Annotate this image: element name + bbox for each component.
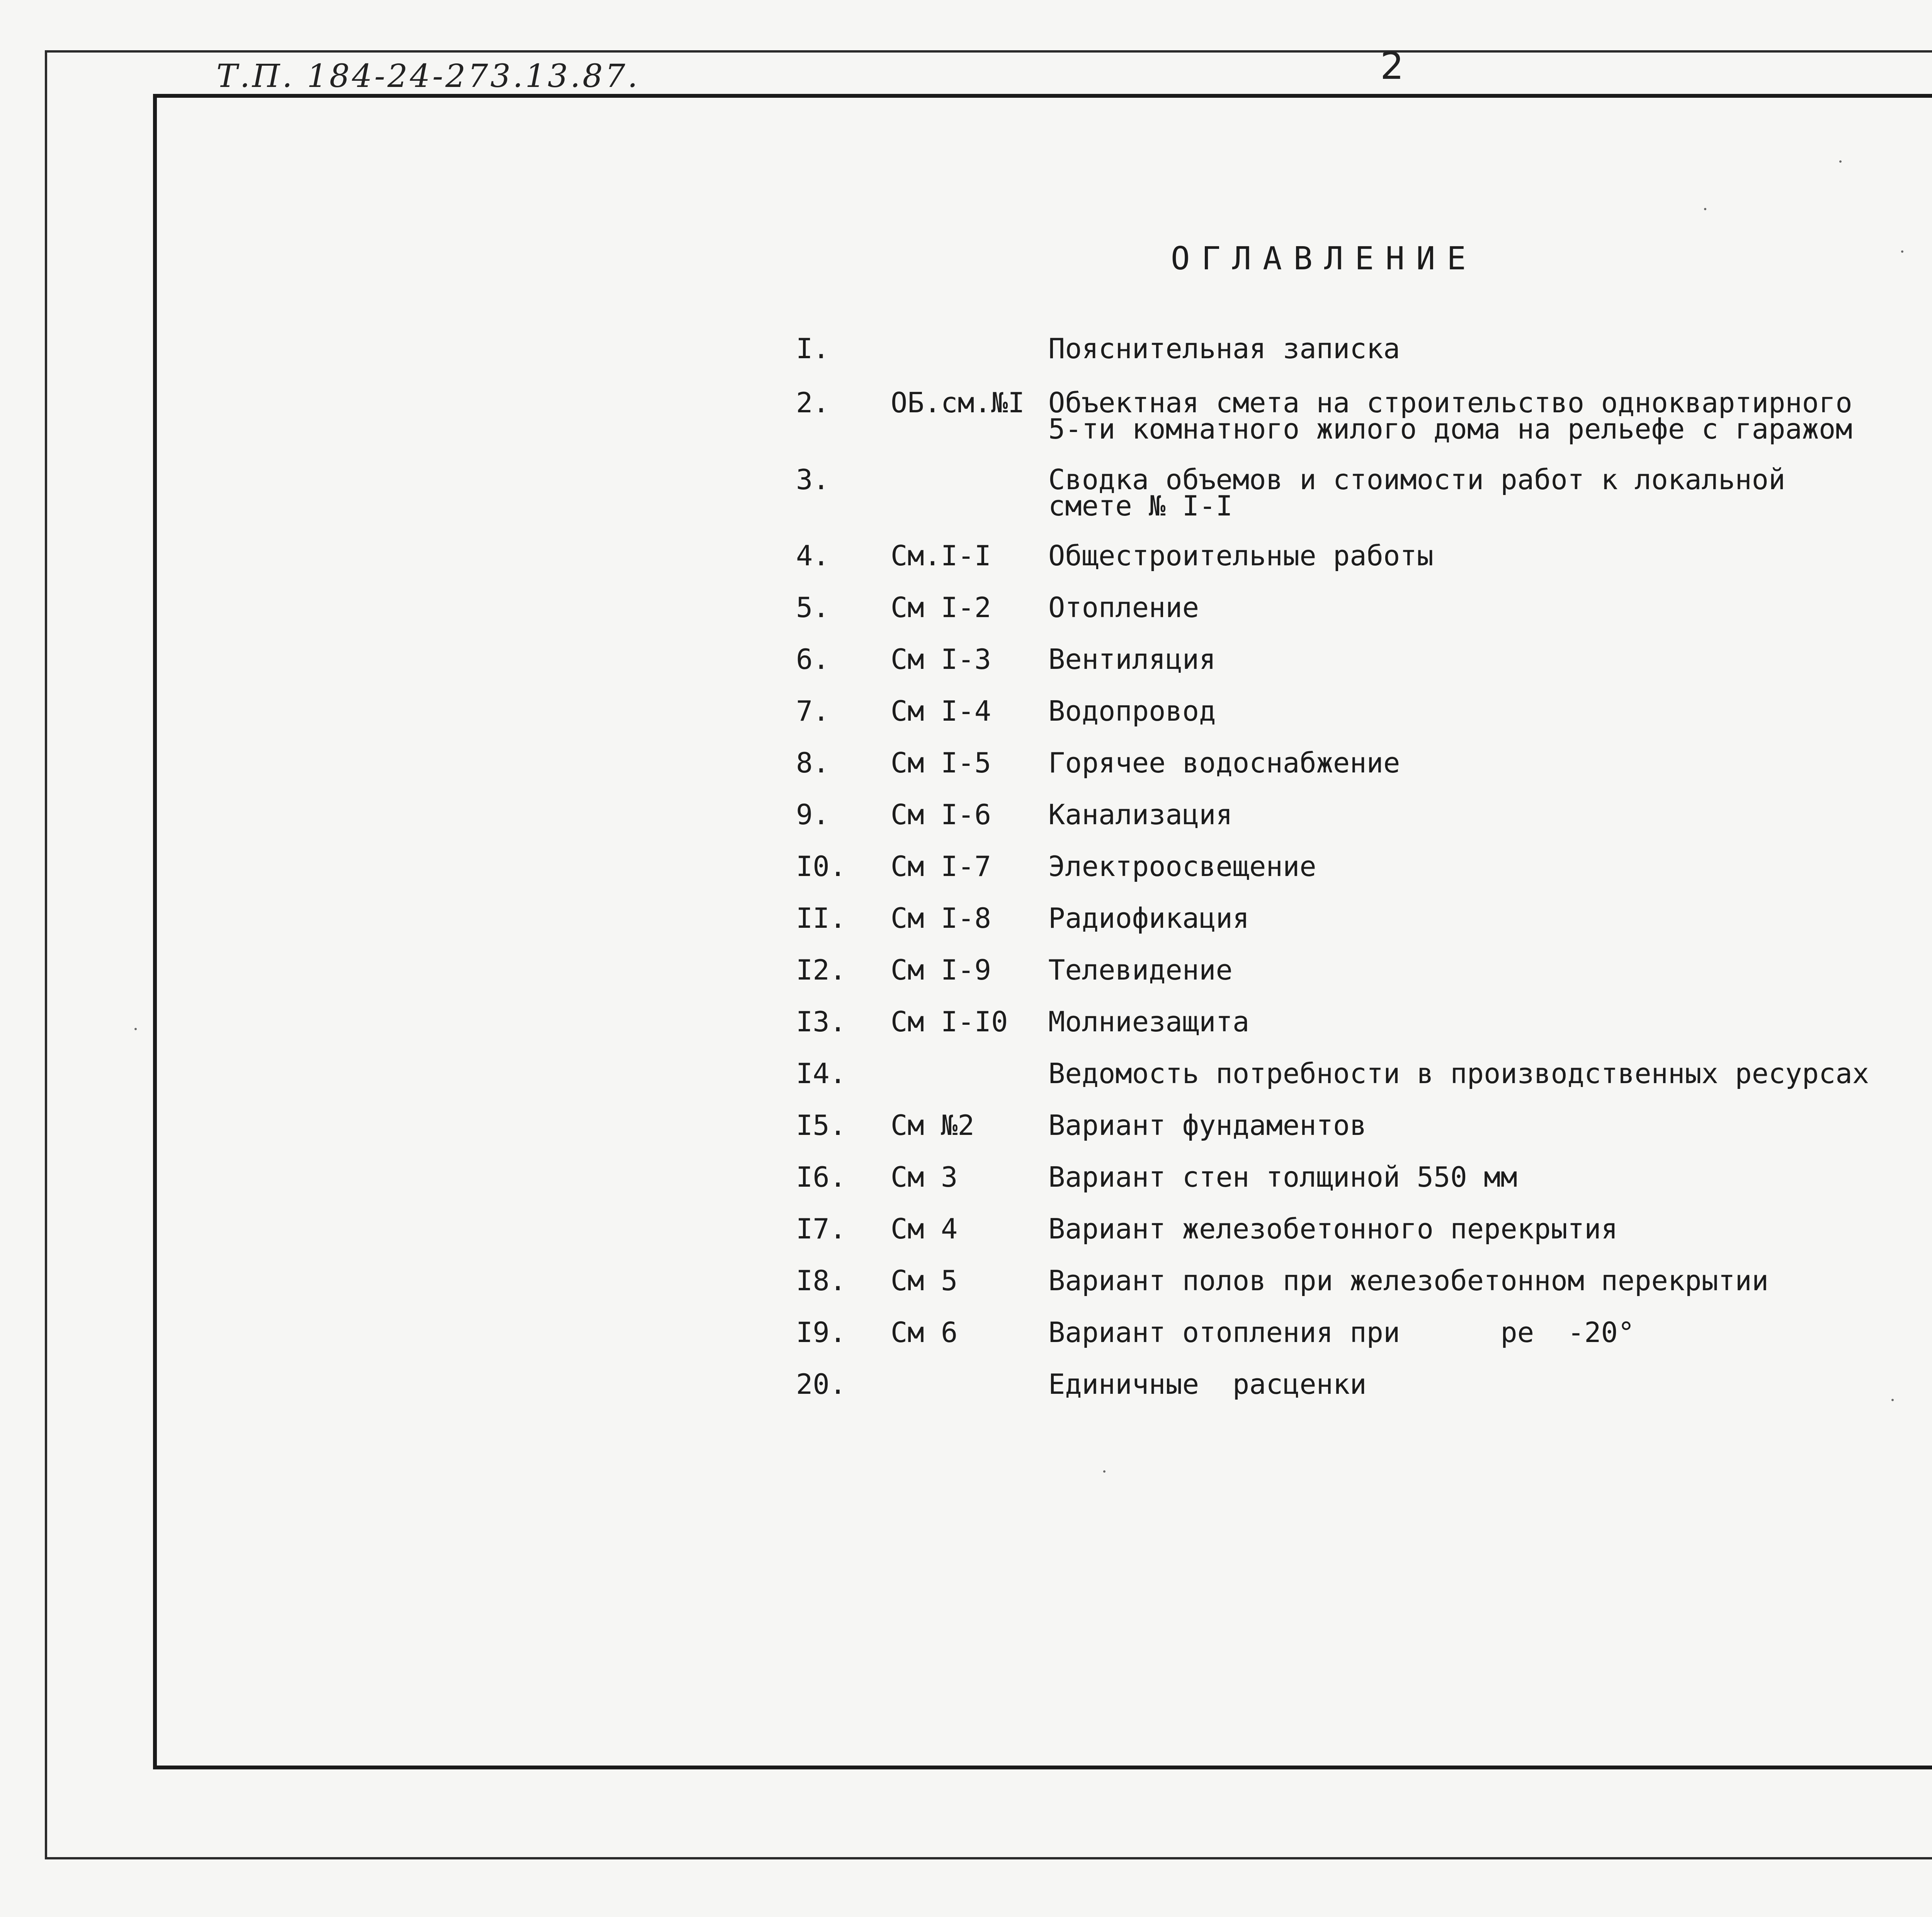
toc-entry-title: Вариант отопления при ре -20° (1048, 1316, 1635, 1349)
toc-entry-title: Электроосвещение (1048, 850, 1316, 883)
toc-entry-number: I7. (796, 1213, 847, 1245)
toc-entry-title: Единичные расценки (1048, 1368, 1367, 1400)
toc-entry-title: Водопровод (1048, 695, 1216, 727)
toc-entry-code: ОБ.см.№I (891, 386, 1025, 419)
toc-entry-title: Сводка объемов и стоимости работ к локальной смете № I-I (1048, 463, 1786, 522)
toc-entry-title: Общестроительные работы (1048, 539, 1434, 572)
toc-entry-title: Ведомость потребности в производственных ресурсах (1048, 1057, 1869, 1090)
toc-entry-number: II. (796, 902, 847, 934)
toc-entry-number: I6. (796, 1161, 847, 1193)
toc-entry-title: Вентиляция (1048, 643, 1216, 675)
toc-entry-code: См.I-I (891, 539, 992, 572)
drawing-frame (153, 94, 1932, 1769)
toc-entry-number: 4. (796, 539, 830, 572)
scan-speck (1891, 1399, 1894, 1401)
toc-entry-number: 2. (796, 386, 830, 419)
toc-entry-code: См I-8 (891, 902, 992, 934)
toc-entry-code: См I-7 (891, 850, 992, 883)
toc-entry-code: См I-9 (891, 954, 992, 986)
toc-entry-code: См I-I0 (891, 1005, 1008, 1038)
toc-entry-number: 6. (796, 643, 830, 675)
toc-entry-title: Радиофикация (1048, 902, 1250, 934)
toc-entry-code: См I-5 (891, 747, 992, 779)
toc-entry-number: I3. (796, 1005, 847, 1038)
toc-entry-code: См I-4 (891, 695, 992, 727)
page-number: 2 (1380, 44, 1404, 88)
toc-title: ОГЛАВЛЕНИЕ (1171, 240, 1478, 277)
toc-entry-code: См 4 (891, 1213, 958, 1245)
toc-entry-code: См 3 (891, 1161, 958, 1193)
toc-entry-number: I0. (796, 850, 847, 883)
toc-entry-number: I. (796, 332, 830, 365)
toc-entry-code: См №2 (891, 1109, 975, 1141)
toc-entry-code: См I-2 (891, 591, 992, 624)
toc-entry-title: Горячее водоснабжение (1048, 747, 1400, 779)
toc-entry-title: Объектная смета на строительство одноквартирного 5-ти комнатного жилого дома на рельефе с гаражом (1048, 386, 1852, 445)
toc-entry-number: 20. (796, 1368, 847, 1400)
toc-entry-code: См I-3 (891, 643, 992, 675)
toc-entry-number: I2. (796, 954, 847, 986)
toc-entry-code: См I-6 (891, 798, 992, 831)
scan-speck (134, 1028, 137, 1030)
toc-entry-title: Молниезащита (1048, 1005, 1250, 1038)
toc-entry-number: 9. (796, 798, 830, 831)
toc-entry-number: I9. (796, 1316, 847, 1349)
toc-entry-code: См 5 (891, 1264, 958, 1297)
toc-entry-title: Пояснительная записка (1048, 332, 1400, 365)
toc-entry-title: Вариант фундаментов (1048, 1109, 1367, 1141)
toc-entry-title: Вариант железобетонного перекрытия (1048, 1213, 1618, 1245)
toc-entry-number: 3. (796, 463, 830, 496)
toc-entry-number: 5. (796, 591, 830, 624)
toc-entry-title: Телевидение (1048, 954, 1233, 986)
toc-entry-number: 7. (796, 695, 830, 727)
toc-entry-title: Вариант полов при железобетонном перекрытии (1048, 1264, 1769, 1297)
toc-entry-number: I4. (796, 1057, 847, 1090)
scan-speck (1704, 208, 1706, 210)
toc-entry-number: 8. (796, 747, 830, 779)
toc-entry-code: См 6 (891, 1316, 958, 1349)
document-code: Т.П. 184-24-273.13.87. (216, 58, 640, 95)
toc-entry-number: I8. (796, 1264, 847, 1297)
toc-entry-number: I5. (796, 1109, 847, 1141)
scan-speck (1839, 160, 1842, 163)
scan-speck (1103, 1470, 1105, 1473)
toc-entry-title: Вариант стен толщиной 550 мм (1048, 1161, 1517, 1193)
scan-speck (1901, 250, 1903, 253)
toc-entry-title: Отопление (1048, 591, 1199, 624)
toc-entry-title: Канализация (1048, 798, 1233, 831)
